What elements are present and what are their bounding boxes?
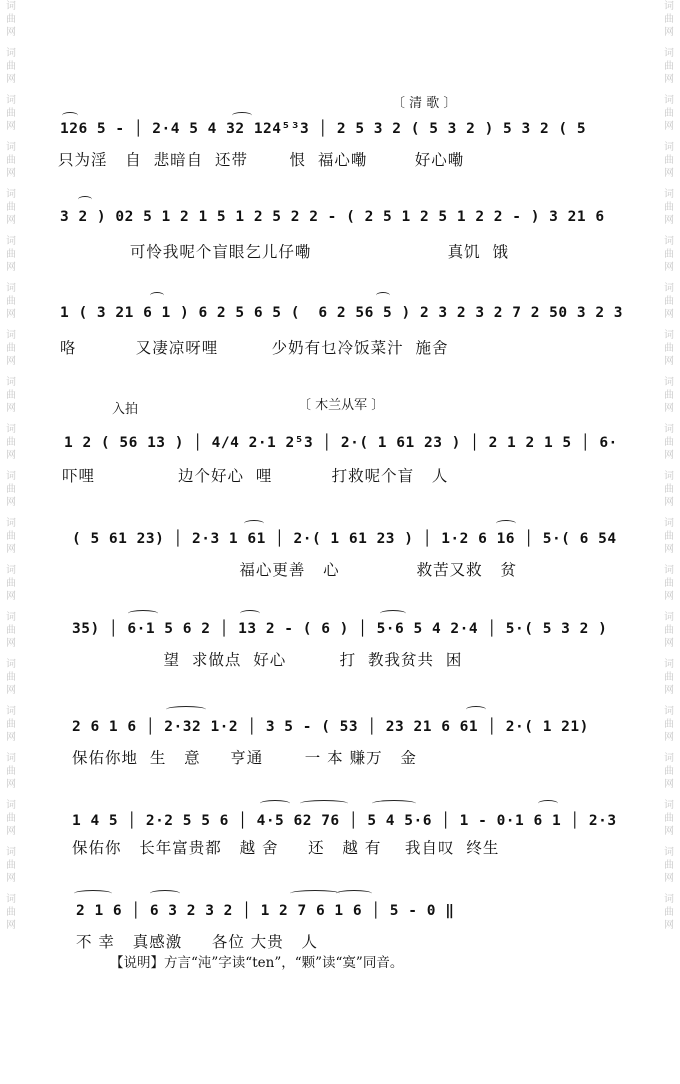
- tempo-marking: 入拍: [112, 402, 139, 417]
- watermark-text: 词曲网: [664, 471, 674, 508]
- watermark-text: 词曲网: [6, 330, 16, 367]
- watermark-text: 词曲网: [6, 48, 16, 85]
- watermark-text: 词曲网: [6, 612, 16, 649]
- watermark-text: 词曲网: [664, 330, 674, 367]
- lyrics-line: 保佑你 长年富贵都 越 舍 还 越 有 我自叹 终生: [72, 839, 500, 857]
- section-label-mulan: 〔 木兰从军 〕: [298, 398, 385, 413]
- lyrics-line: 可怜我呢个盲眼乞儿仔嘞 真饥 饿: [118, 243, 510, 261]
- watermark-text: 词曲网: [6, 800, 16, 837]
- slur-mark: [78, 196, 92, 203]
- watermark-text: 词曲网: [664, 800, 674, 837]
- lyrics-line: 吓哩 边个好心 哩 打救呢个盲 人: [62, 467, 449, 485]
- watermark-text: 词曲网: [664, 236, 674, 273]
- watermark-text: 词曲网: [664, 847, 674, 884]
- watermark-text: 词曲网: [6, 1, 16, 38]
- watermark-text: 词曲网: [664, 95, 674, 132]
- notation-line: 1 4 5 │ 2·2 5 5 6 │ 4·5 62 76 │ 5 4 5·6 │ 1 - 0·1 6 1 │ 2·3: [72, 813, 617, 829]
- slur-mark: [128, 610, 158, 617]
- slur-mark: [240, 610, 260, 617]
- watermark-text: 词曲网: [6, 189, 16, 226]
- watermark-text: 词曲网: [664, 48, 674, 85]
- notation-line: ( 5 61 23) │ 2·3 1 61 │ 2·( 1 61 23 ) │ 1·2 6 16 │ 5·( 6 54: [72, 531, 617, 547]
- slur-mark: [150, 890, 180, 897]
- slur-mark: [538, 800, 558, 807]
- slur-mark: [166, 706, 206, 713]
- lyrics-line: 不 幸 真感激 各位 大贵 人: [76, 933, 319, 951]
- lyrics-line: 福心更善 心 救苦又救 贫: [186, 561, 517, 579]
- slur-mark: [290, 890, 340, 897]
- watermark-text: 词曲网: [664, 753, 674, 790]
- slur-mark: [244, 520, 264, 527]
- watermark-text: 词曲网: [664, 612, 674, 649]
- watermark-text: 词曲网: [664, 377, 674, 414]
- slur-mark: [336, 890, 372, 897]
- slur-mark: [466, 706, 486, 713]
- notation-line: 35) │ 6·1 5 6 2 │ 13 2 - ( 6 ) │ 5·6 5 4 2·4 │ 5·( 5 3 2 ): [72, 621, 608, 637]
- watermark-text: 词曲网: [664, 283, 674, 320]
- lyrics-line: 咯 又凄凉呀哩 少奶有乜冷饭菜汁 施舍: [60, 339, 449, 357]
- notation-line: 1 ( 3 21 6 1 ) 6 2 5 6 5 ( 6 2 56 5 ) 2 3 2 3 2 7 2 50 3 2 3: [60, 305, 624, 321]
- watermark-text: 词曲网: [6, 659, 16, 696]
- slur-mark: [232, 112, 252, 119]
- notation-line: 2 1 6 │ 6 3 2 3 2 │ 1 2 7 6 1 6 │ 5 - 0 ‖: [76, 903, 455, 919]
- watermark-text: 词曲网: [6, 236, 16, 273]
- watermark-text: 词曲网: [664, 565, 674, 602]
- watermark-text: 词曲网: [6, 753, 16, 790]
- notation-line: 2 6 1 6 │ 2·32 1·2 │ 3 5 - ( 53 │ 23 21 6 61 │ 2·( 1 21): [72, 719, 589, 735]
- watermark-text: 词曲网: [664, 424, 674, 461]
- watermark-text: 词曲网: [6, 518, 16, 555]
- slur-mark: [74, 890, 112, 897]
- watermark-text: 词曲网: [6, 847, 16, 884]
- lyrics-line: 保佑你地 生 意 亨通 一 本 赚万 金: [72, 749, 417, 767]
- watermark-text: 词曲网: [6, 142, 16, 179]
- watermark-text: 词曲网: [6, 95, 16, 132]
- notation-line: 1 2 ( 56 13 ) │ 4/4 2·1 2⁵3 │ 2·( 1 61 23 ) │ 2 1 2 1 5 │ 6·: [64, 435, 618, 451]
- watermark-text: 词曲网: [6, 471, 16, 508]
- watermark-text: 词曲网: [6, 706, 16, 743]
- watermark-text: 词曲网: [664, 518, 674, 555]
- slur-mark: [300, 800, 348, 807]
- watermark-text: 词曲网: [6, 565, 16, 602]
- slur-mark: [62, 112, 78, 119]
- slur-mark: [380, 610, 406, 617]
- watermark-text: 词曲网: [664, 189, 674, 226]
- watermark-text: 词曲网: [664, 142, 674, 179]
- slur-mark: [372, 800, 416, 807]
- notation-line: 3 2 ) 02 5 1 2 1 5 1 2 5 2 2 - ( 2 5 1 2 5 1 2 2 - ) 3 21 6: [60, 209, 605, 225]
- watermark-text: 词曲网: [6, 424, 16, 461]
- watermark-text: 词曲网: [664, 706, 674, 743]
- slur-mark: [376, 292, 390, 299]
- footnote-explanation: 【说明】方言“沌”字读“ten”，“颗”读“寞”同音。: [110, 955, 404, 971]
- lyrics-line: 只为淫 自 悲暗自 还带 恨 福心嘞 好心嘞: [58, 151, 465, 169]
- watermark-text: 词曲网: [6, 894, 16, 931]
- watermark-text: 词曲网: [664, 894, 674, 931]
- slur-mark: [260, 800, 290, 807]
- slur-mark: [150, 292, 164, 299]
- watermark-text: 词曲网: [6, 377, 16, 414]
- slur-mark: [496, 520, 516, 527]
- section-label-qingge: 〔 清 歌 〕: [392, 96, 457, 111]
- watermark-text: 词曲网: [664, 659, 674, 696]
- watermark-text: 词曲网: [6, 283, 16, 320]
- lyrics-line: 望 求做点 好心 打 教我贫共 困: [128, 651, 463, 669]
- notation-line: 126 5 - │ 2·4 5 4 32 124⁵³3 │ 2 5 3 2 ( 5 3 2 ) 5 3 2 ( 5: [60, 121, 587, 137]
- watermark-text: 词曲网: [664, 1, 674, 38]
